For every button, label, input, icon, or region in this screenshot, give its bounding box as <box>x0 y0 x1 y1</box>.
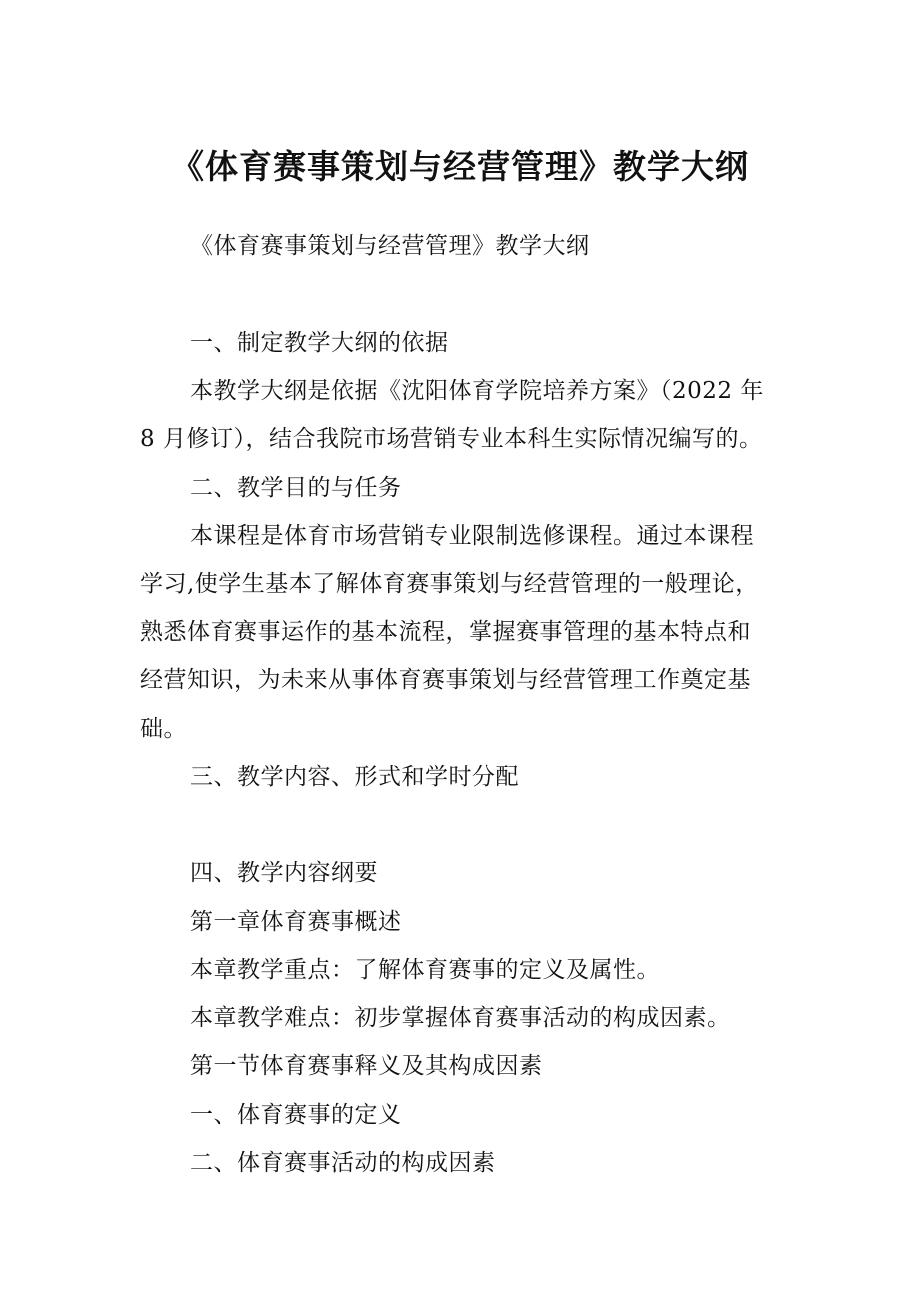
section2-heading: 二、教学目的与任务 <box>190 475 402 501</box>
section2-paragraph-line5: 础。 <box>140 716 187 742</box>
chapter1-difficulty: 本章教学难点：初步掌握体育赛事活动的构成因素。 <box>190 1005 731 1031</box>
chapter1-key-point: 本章教学重点：了解体育赛事的定义及属性。 <box>190 957 660 983</box>
section1-paragraph-line1: 本教学大纲是依据《沈阳体育学院培养方案》（2022 年 <box>190 378 764 404</box>
chapter1-title: 第一章体育赛事概述 <box>190 909 402 935</box>
section2-paragraph-line4: 经营知识，为未来从事体育赛事策划与经营管理工作奠定基 <box>140 667 751 693</box>
section1-paragraph-line2: 8 月修订），结合我院市场营销专业本科生实际情况编写的。 <box>140 426 763 452</box>
document-subtitle: 《体育赛事策划与经营管理》教学大纲 <box>190 233 590 259</box>
section4-heading: 四、教学内容纲要 <box>190 860 378 886</box>
list-item: 一、体育赛事的定义 <box>190 1102 402 1128</box>
section1-heading: 一、制定教学大纲的依据 <box>190 330 449 356</box>
section-1-1-title: 第一节体育赛事释义及其构成因素 <box>190 1053 543 1079</box>
section3-heading: 三、教学内容、形式和学时分配 <box>190 764 519 790</box>
list-item: 二、体育赛事活动的构成因素 <box>190 1150 496 1176</box>
section2-paragraph-line2: 学习,使学生基本了解体育赛事策划与经营管理的一般理论， <box>140 571 759 597</box>
document-title: 《体育赛事策划与经营管理》教学大纲 <box>171 147 749 186</box>
section2-paragraph-line1: 本课程是体育市场营销专业限制选修课程。通过本课程 <box>190 523 754 549</box>
section2-paragraph-line3: 熟悉体育赛事运作的基本流程，掌握赛事管理的基本特点和 <box>140 619 751 645</box>
